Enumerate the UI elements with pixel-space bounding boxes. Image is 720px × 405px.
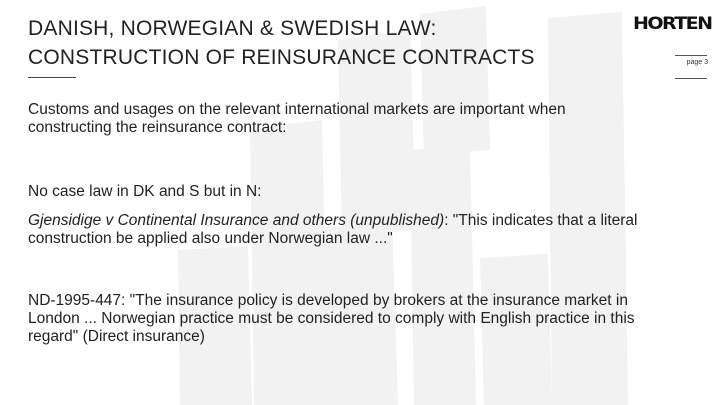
page-number-rule-bottom [675, 78, 707, 79]
slide-title [28, 14, 588, 72]
title-underline [28, 77, 76, 78]
nd-paragraph: ND-1995-447: "The insurance policy is developed by brokers at the insurance market in London ... Norwegian practice must be considered to comply with English practice in this regard" (Direct insurance) [28, 292, 635, 345]
gjensidige-paragraph [28, 212, 638, 248]
case-quote: : "This indicates that a literal construction be applied also under Norwegian law ..." [28, 212, 638, 247]
page-number-rule-top [675, 55, 707, 56]
intro-paragraph: Customs and usages on the relevant international markets are important when constructing the reinsurance contract: [28, 101, 566, 136]
page-number: page 3 [686, 59, 708, 66]
case-name: Gjensidige v Continental Insurance and others (unpublished) [28, 212, 445, 229]
title-line-1: DANISH, NORWEGIAN & SWEDISH LAW: [28, 17, 437, 40]
horten-logo: HORTEN [633, 14, 712, 34]
title-line-2: CONSTRUCTION OF REINSURANCE CONTRACTS [28, 46, 535, 69]
case-law-paragraph: No case law in DK and S but in N: [28, 183, 262, 200]
